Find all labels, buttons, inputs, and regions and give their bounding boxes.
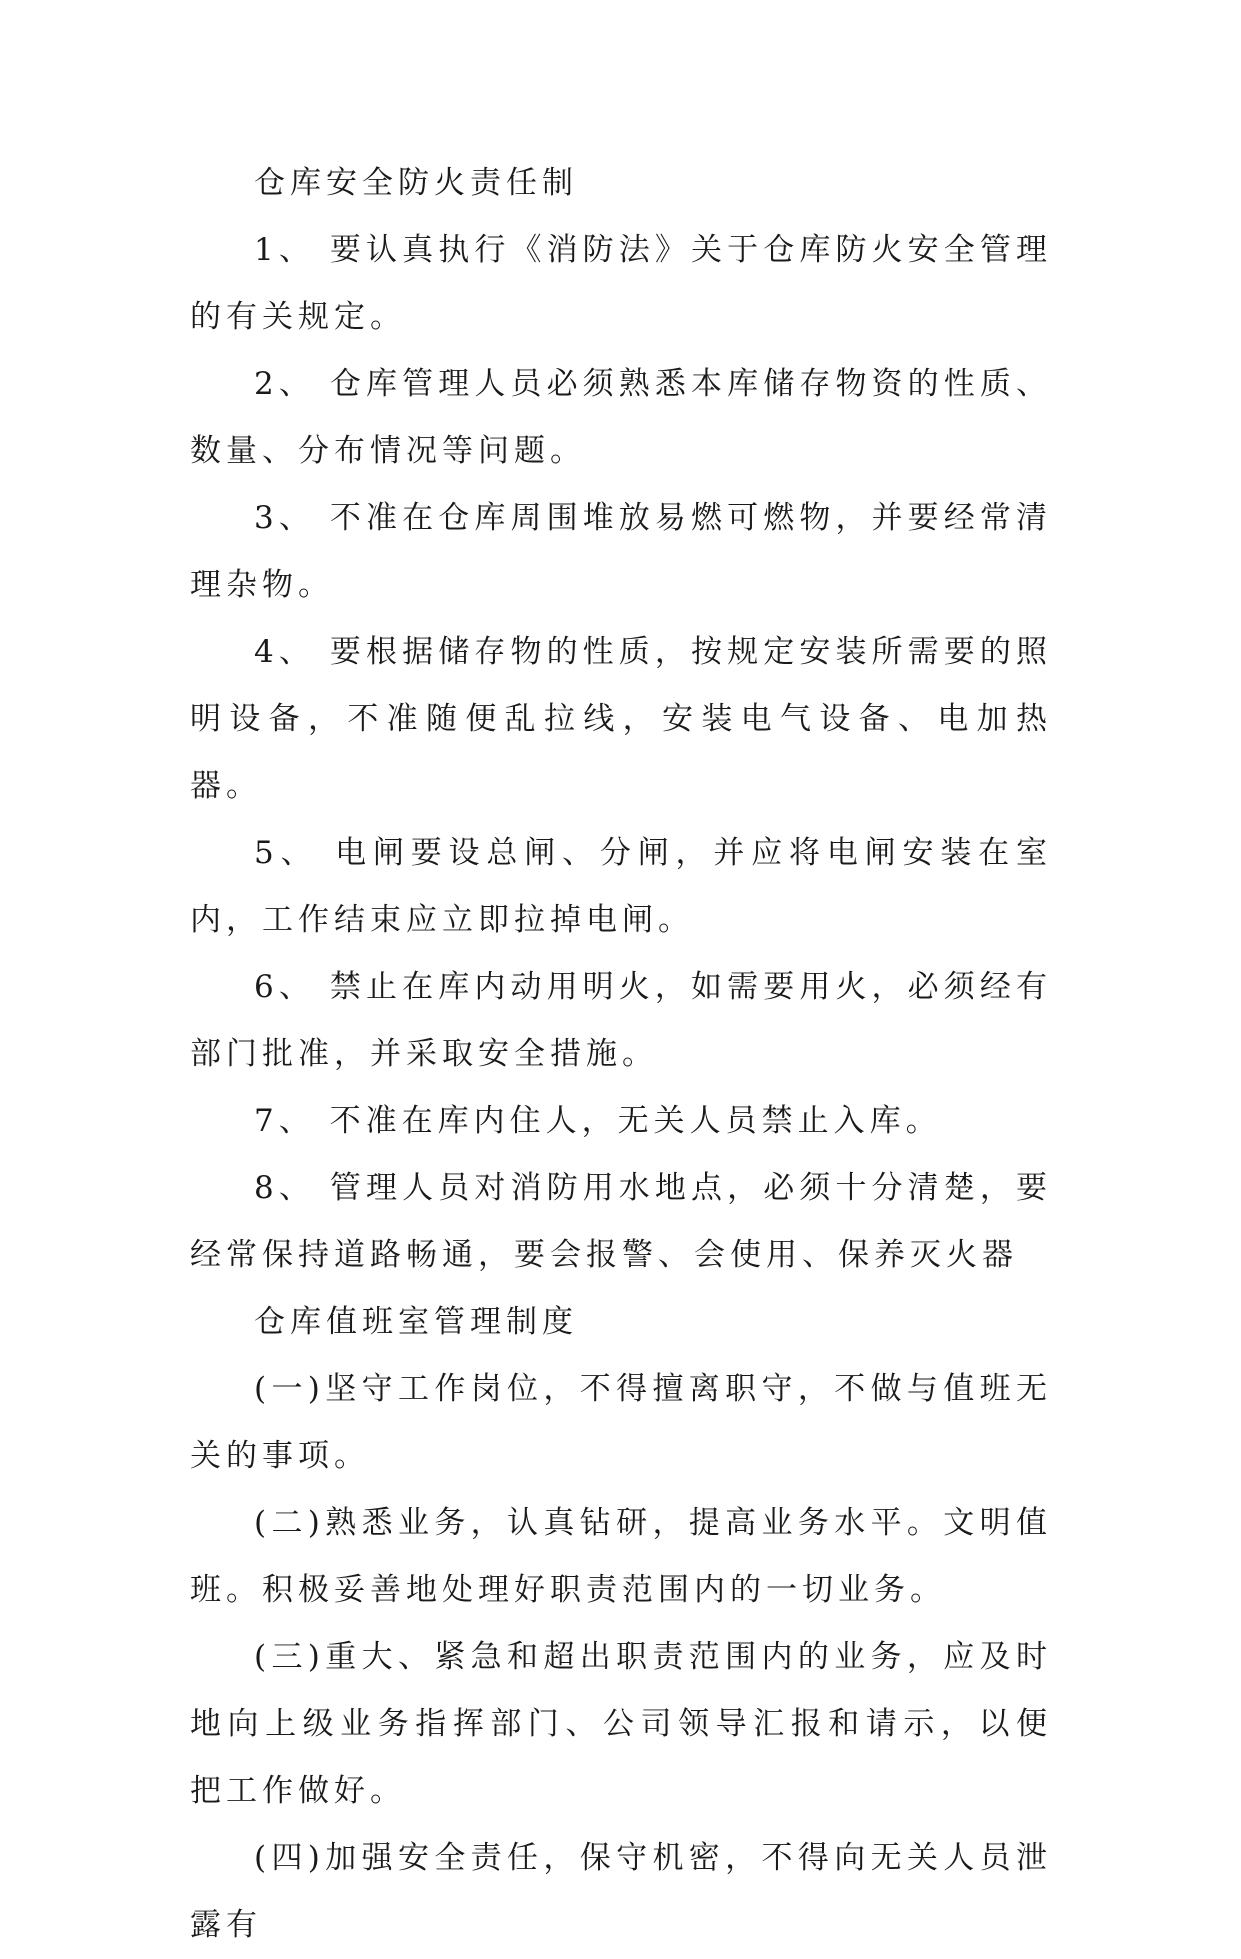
rule-5: 5、 电闸要设总闸、分闸，并应将电闸安装在室内，工作结束应立即拉掉电闸。 bbox=[190, 835, 1052, 938]
duty-rule-1: (一)坚守工作岗位，不得擅离职守，不做与值班无关的事项。 bbox=[190, 1371, 1052, 1474]
duty-rule-2: (二)熟悉业务，认真钻研，提高业务水平。文明值班。积极妥善地处理好职责范围内的一切业务。 bbox=[190, 1505, 1052, 1608]
duty-rule-4: (四)加强安全责任，保守机密，不得向无关人员泄露有 bbox=[190, 1840, 1052, 1943]
rule-3: 3、 不准在仓库周围堆放易燃可燃物，并要经常清理杂物。 bbox=[190, 500, 1052, 603]
rule-1: 1、 要认真执行《消防法》关于仓库防火安全管理的有关规定。 bbox=[190, 232, 1052, 335]
rule-2: 2、 仓库管理人员必须熟悉本库储存物资的性质、数量、分布情况等问题。 bbox=[190, 366, 1052, 469]
section-title-duty-room: 仓库值班室管理制度 bbox=[254, 1304, 578, 1340]
section-title-fire-safety: 仓库安全防火责任制 bbox=[254, 165, 578, 201]
rule-6: 6、 禁止在库内动用明火，如需要用火，必须经有部门批准，并采取安全措施。 bbox=[190, 969, 1052, 1072]
document-body bbox=[190, 150, 1052, 1959]
rule-8: 8、 管理人员对消防用水地点，必须十分清楚，要经常保持道路畅通，要会报警、会使用、保养灭火器 bbox=[190, 1170, 1052, 1273]
duty-rule-3: (三)重大、紧急和超出职责范围内的业务，应及时地向上级业务指挥部门、公司领导汇报和请示，以便把工作做好。 bbox=[190, 1639, 1052, 1809]
rule-7: 7、 不准在库内住人，无关人员禁止入库。 bbox=[254, 1103, 942, 1139]
rule-4: 4、 要根据储存物的性质，按规定安装所需要的照明设备，不准随便乱拉线，安装电气设备、电加热器。 bbox=[190, 634, 1052, 804]
